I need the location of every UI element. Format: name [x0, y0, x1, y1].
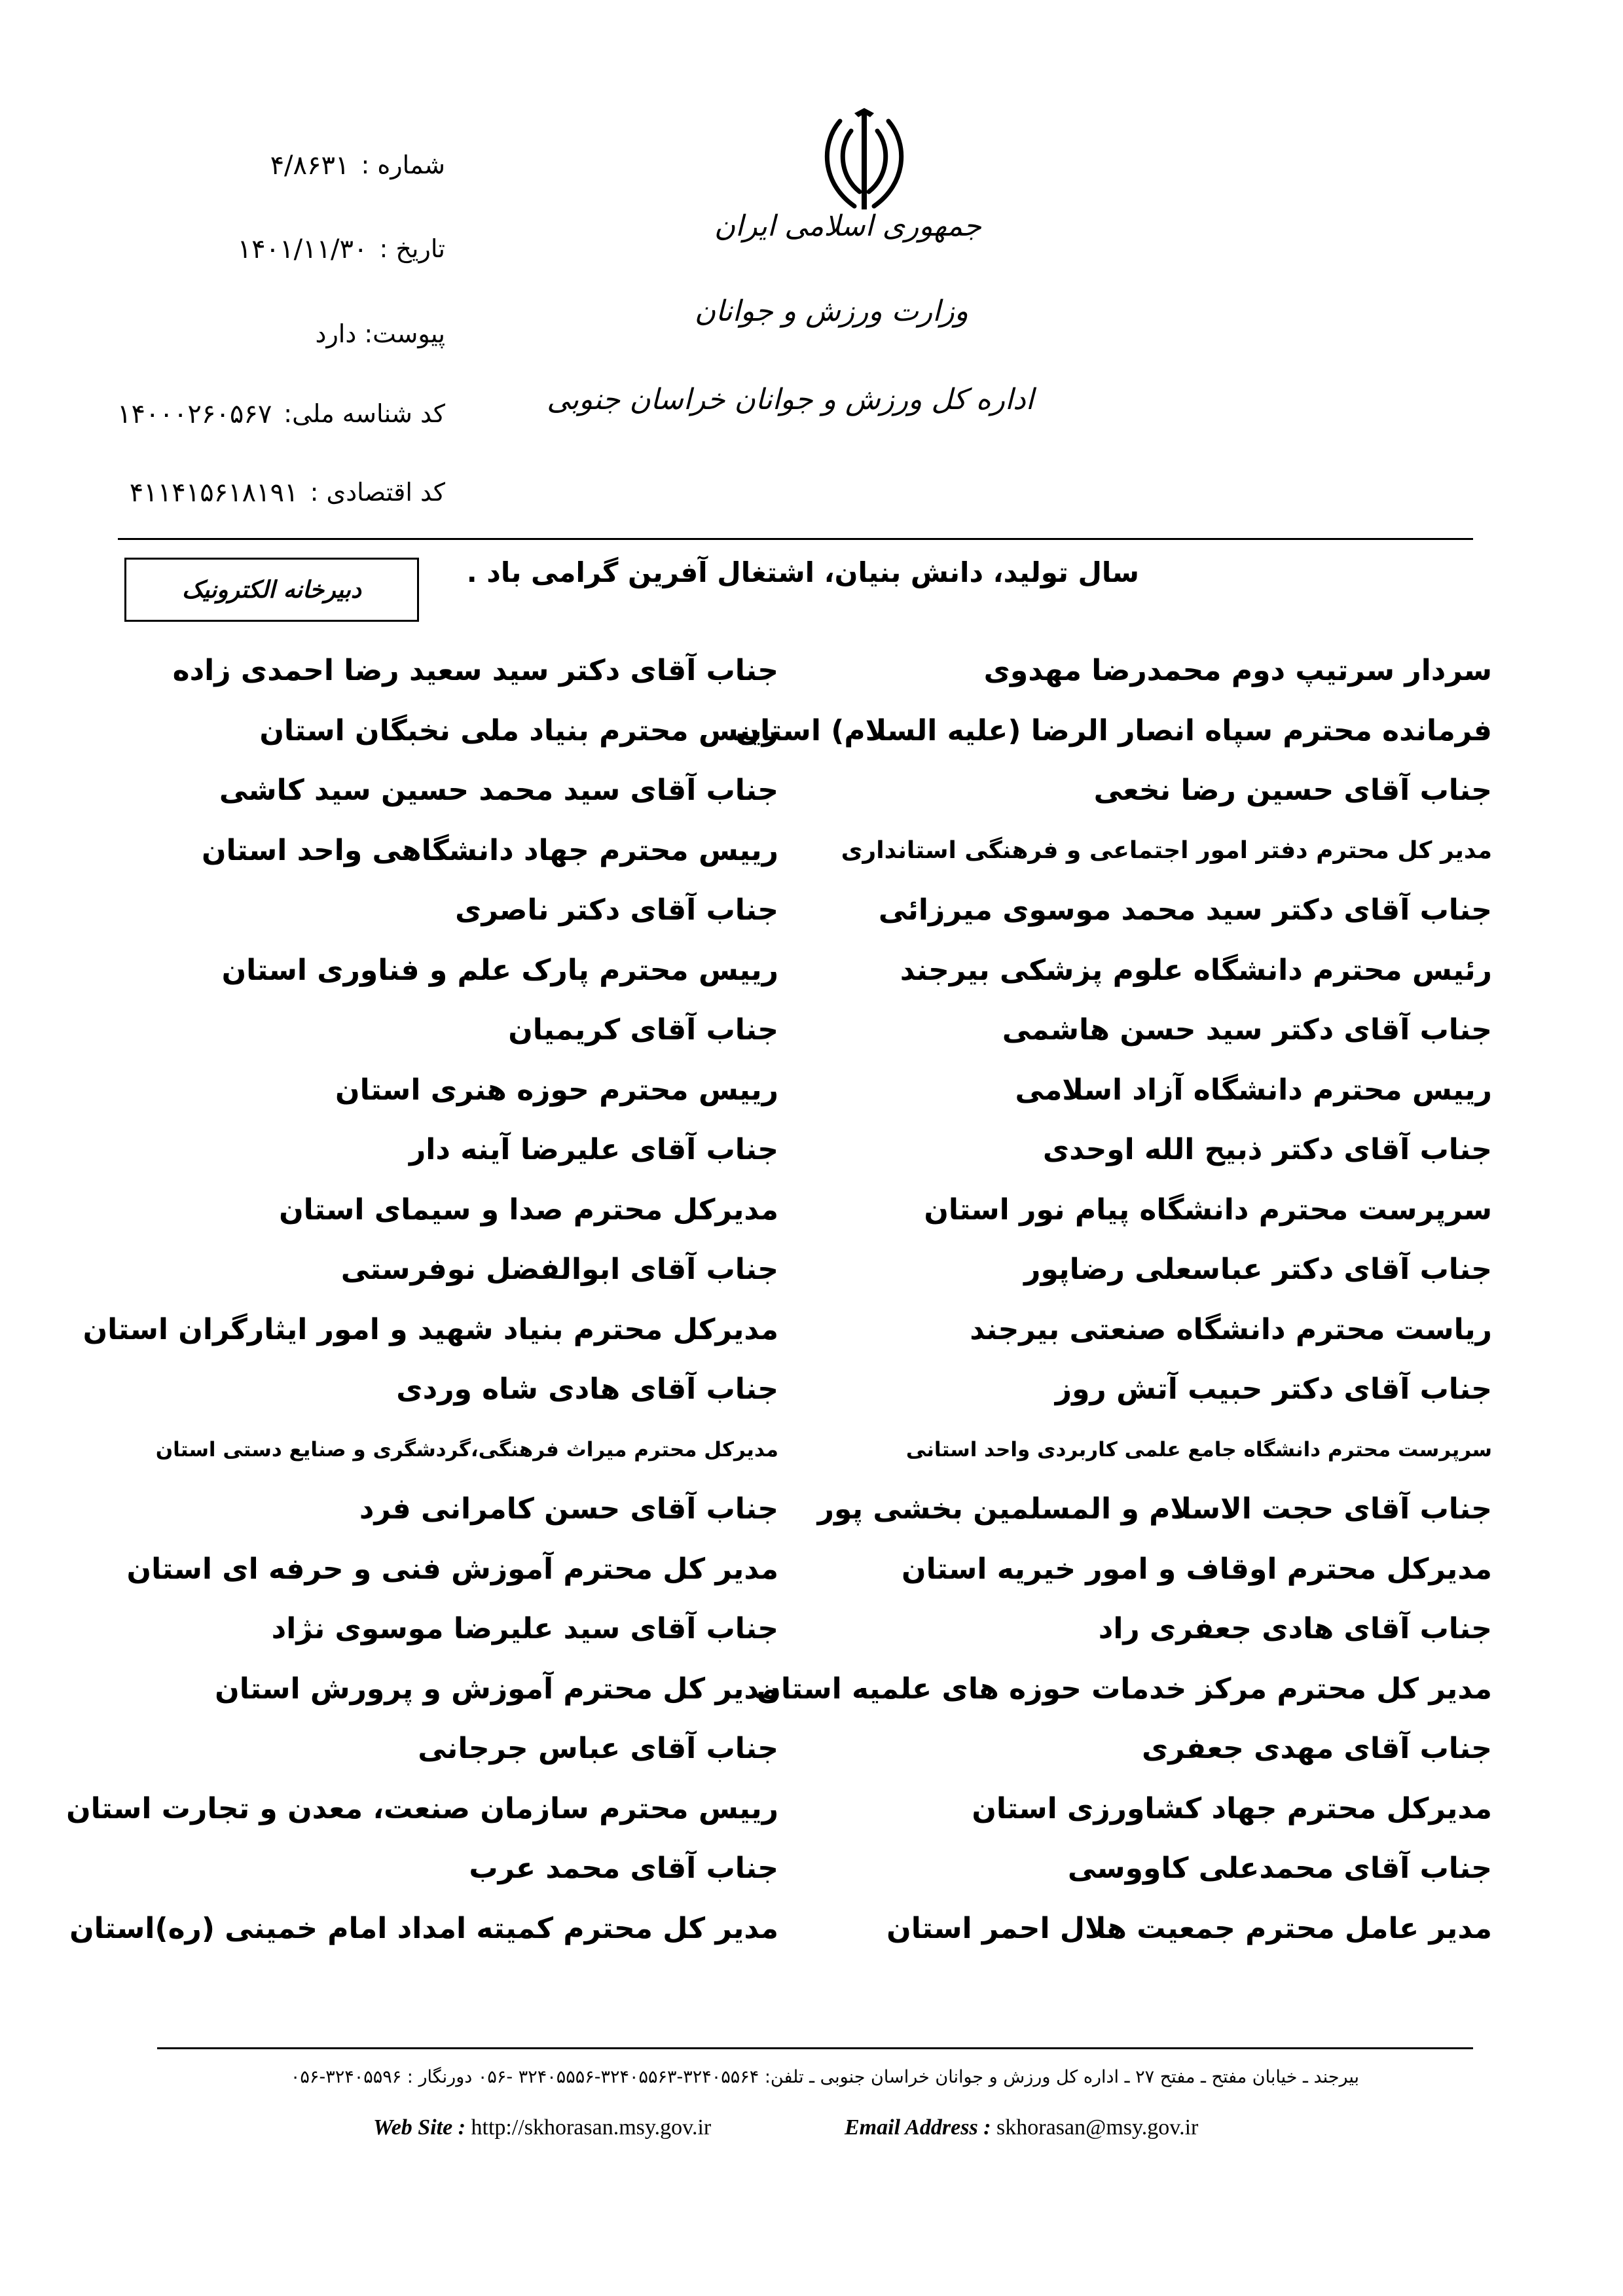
- recipient-name: جناب آقای سید علیرضا موسوی نژاد: [271, 1612, 778, 1645]
- recipient-name: جناب آقای سید محمد حسین سید کاشی: [219, 774, 778, 807]
- footer-email: [845, 2115, 1198, 2140]
- recipient-name: جناب آقای حسن کامرانی فرد: [359, 1492, 778, 1526]
- recipient-name: جناب آقای حسین رضا نخعی: [1093, 774, 1492, 807]
- org-line-ministry: وزارت ورزش و جوانان: [694, 295, 968, 328]
- year-motto: سال تولید، دانش بنیان، اشتغال آفرین گرامی باد .: [466, 556, 1139, 588]
- recipient-title: مدیرکل محترم صدا و سیمای استان: [279, 1193, 778, 1227]
- org-line-republic: جمهوری اسلامی ایران: [714, 209, 981, 243]
- recipient-title: رییس محترم جهاد دانشگاهی واحد استان: [201, 833, 778, 867]
- recipient-name: جناب آقای هادی جعفری راد: [1098, 1612, 1492, 1645]
- recipient-name: جناب آقای عباس جرجانی: [418, 1732, 778, 1765]
- website-value[interactable]: http://skhorasan.msy.gov.ir: [471, 2115, 712, 2140]
- org-line-directorate: اداره کل ورزش و جوانان خراسان جنوبی: [547, 383, 1034, 416]
- footer-address: بیرجند ـ خیابان مفتح ـ مفتح ۲۷ ـ اداره کل ورزش و جوانان خراسان جنوبی ـ تلفن: ۳۲۴۰۵۵۶۴-۳۲۴۰۵۵۶۳-۳۲۴۰۵۵۵۶ -۰۵۶ دورنگار : ۳۲۴۰۵۵۹۶-۰۵۶: [290, 2067, 1360, 2087]
- recipients-right-column: [735, 645, 1492, 1962]
- national-id-label: کد شناسه ملی:: [283, 399, 445, 428]
- recipient-title: رییس محترم دانشگاه آزاد اسلامی: [1015, 1073, 1492, 1107]
- recipients-left-column: [66, 645, 778, 1962]
- recipient-title: ریاست محترم دانشگاه صنعتی بیرجند: [970, 1312, 1492, 1346]
- recipient-title: فرمانده محترم سپاه انصار الرضا (علیه السلام) استان: [735, 713, 1492, 747]
- recipient-title: مدیرکل محترم بنیاد شهید و امور ایثارگران استان: [82, 1312, 778, 1346]
- recipient-name: جناب آقای هادی شاه وردی: [396, 1372, 778, 1406]
- recipient-name: جناب آقای مهدی جعفری: [1141, 1732, 1492, 1765]
- recipient-title: مدیرکل محترم میراث فرهنگی،گردشگری و صنایع دستی استان: [155, 1437, 778, 1462]
- recipient-name: جناب آقای دکتر عباسعلی رضاپور: [1024, 1253, 1492, 1286]
- recipient-name: جناب آقای دکتر سید محمد موسوی میرزائی: [878, 893, 1492, 927]
- recipient-name: جناب آقای دکتر سید حسن هاشمی: [1002, 1013, 1492, 1047]
- recipient-name: جناب آقای دکتر ناصری: [455, 893, 778, 927]
- recipient-name: جناب آقای دکتر حبیب آتش روز: [1055, 1372, 1492, 1406]
- recipient-title: مدیر کل محترم کمیته امداد امام خمینی (ره)استان: [69, 1911, 778, 1945]
- letter-attachment: [316, 319, 445, 348]
- recipient-name: جناب آقای دکتر ذبیح الله اوحدی: [1042, 1133, 1492, 1166]
- recipient-name: جناب آقای کریمیان: [508, 1013, 778, 1047]
- footer-website: [373, 2115, 711, 2140]
- recipient-name: جناب آقای حجت الاسلام و المسلمین بخشی پور: [817, 1492, 1492, 1526]
- number-value: ۴/۸۶۳۱: [270, 151, 350, 181]
- recipient-name: سردار سرتیپ دوم محمدرضا مهدوی: [983, 654, 1492, 687]
- national-id: [117, 399, 445, 429]
- secretariat-box: دبیرخانه الکترونیک: [124, 558, 419, 622]
- recipient-title: رئیس محترم دانشگاه علوم پزشکی بیرجند: [900, 953, 1492, 987]
- footer-divider: [157, 2047, 1473, 2049]
- recipient-title: سرپرست محترم دانشگاه جامع علمی کاربردی واحد استانی: [905, 1437, 1492, 1462]
- website-label: Web Site :: [373, 2115, 466, 2140]
- recipient-title: مدیر عامل محترم جمعیت هلال احمر استان: [886, 1911, 1492, 1945]
- recipient-title: سرپرست محترم دانشگاه پیام نور استان: [924, 1193, 1492, 1227]
- letter-number: [270, 151, 445, 181]
- recipient-name: جناب آقای علیرضا آینه دار: [409, 1133, 778, 1166]
- recipient-name: جناب آقای ابوالفضل نوفرستی: [340, 1253, 778, 1286]
- recipient-name: جناب آقای محمدعلی کاووسی: [1067, 1852, 1492, 1885]
- recipient-title: مدیرکل محترم جهاد کشاورزی استان: [972, 1791, 1492, 1825]
- number-label: شماره :: [361, 151, 445, 179]
- recipient-title: رییس محترم حوزه هنری استان: [335, 1073, 778, 1107]
- economic-code-label: کد اقتصادی :: [310, 478, 445, 507]
- recipient-title: رییس محترم پارک علم و فناوری استان: [221, 953, 778, 987]
- recipient-name: جناب آقای محمد عرب: [469, 1852, 778, 1885]
- recipient-title: مدیر کل محترم آموزش و پرورش استان: [215, 1672, 778, 1706]
- national-id-value: ۱۴۰۰۰۲۶۰۵۶۷: [117, 399, 272, 429]
- email-value[interactable]: skhorasan@msy.gov.ir: [996, 2115, 1199, 2140]
- email-label: Email Address :: [845, 2115, 991, 2140]
- date-label: تاریخ :: [379, 234, 445, 263]
- header-divider: [118, 538, 1473, 540]
- recipient-title: مدیر کل محترم مرکز خدمات حوزه های علمیه استان: [756, 1672, 1492, 1706]
- recipient-title: رییس محترم بنیاد ملی نخبگان استان: [259, 713, 778, 747]
- recipient-title: رییس محترم سازمان صنعت، معدن و تجارت استان: [66, 1791, 778, 1825]
- recipient-title: مدیر کل محترم دفتر امور اجتماعی و فرهنگی استانداری: [841, 836, 1492, 864]
- recipient-name: جناب آقای دکتر سید سعید رضا احمدی زاده: [172, 654, 778, 687]
- recipient-title: مدیرکل محترم اوقاف و امور خیریه استان: [902, 1552, 1492, 1586]
- economic-code-value: ۴۱۱۴۱۵۶۱۸۱۹۱: [129, 478, 299, 508]
- recipient-title: مدیر کل محترم آموزش فنی و حرفه ای استان: [126, 1552, 778, 1586]
- attachment-text: پیوست: دارد: [315, 319, 445, 348]
- date-value: ۱۴۰۱/۱۱/۳۰: [237, 234, 368, 264]
- iran-emblem-icon: [815, 108, 913, 216]
- economic-code: [130, 478, 445, 508]
- letter-date: [238, 234, 445, 264]
